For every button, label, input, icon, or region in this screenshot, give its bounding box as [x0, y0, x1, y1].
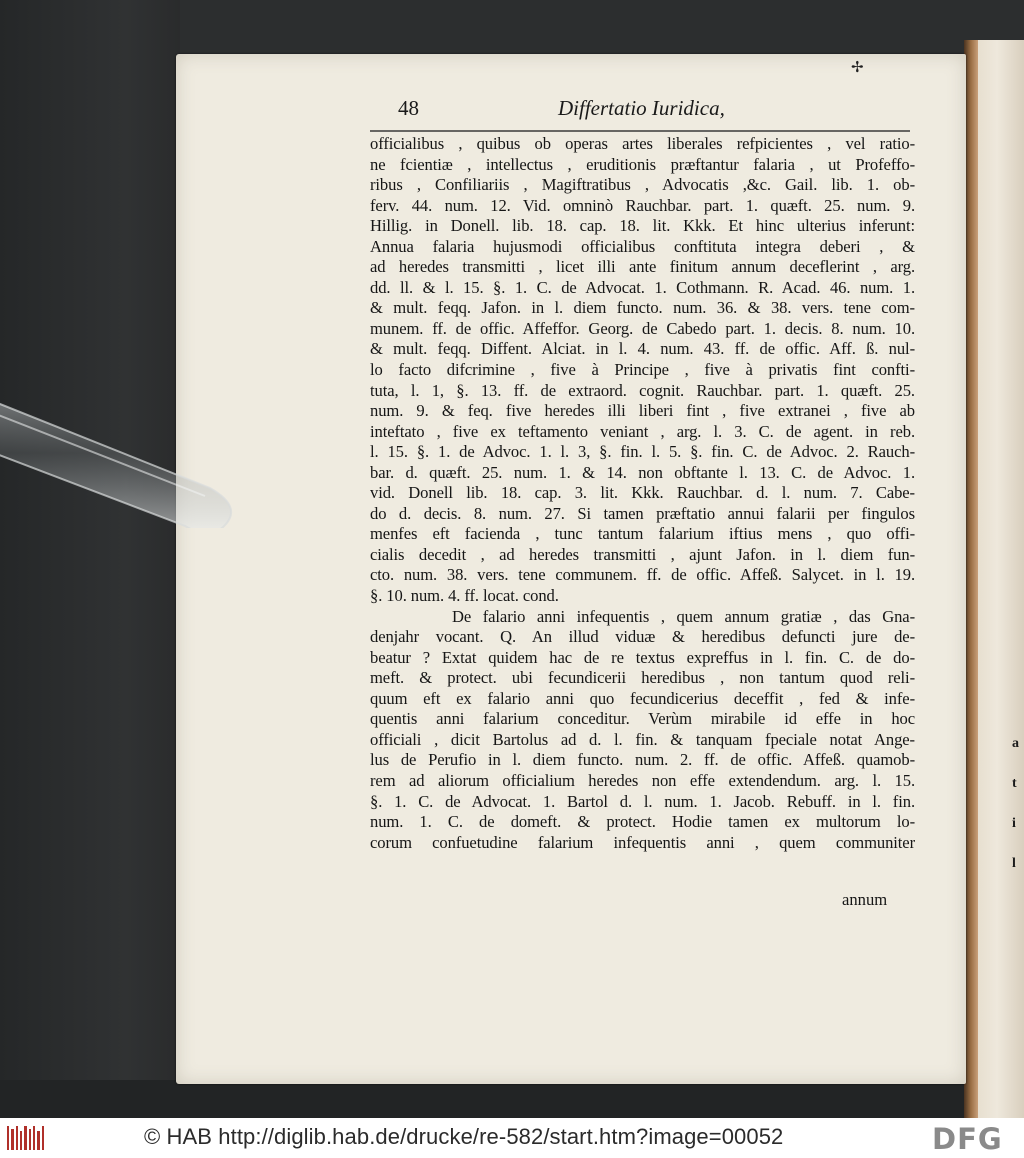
scanner-backdrop-bottom [0, 1080, 1024, 1118]
text-line: ne fcientiæ , intellectus , eruditionis præftantur falaria , ut Profeffo- [370, 154, 915, 174]
text-line: quum eft ex falario anni quo fecundicerius deceffit , fed & infe- [370, 688, 915, 708]
text-line: Annua falaria hujusmodi officialibus conftituta integra deberi , & [370, 236, 915, 256]
text-line: Hillig. in Donell. lib. 18. cap. 18. lit. Kkk. Et hinc ulterius inferunt: [370, 216, 915, 236]
text-line: cialis decedit , ad heredes transmitti , ajunt Jafon. in l. diem fun- [370, 544, 915, 564]
text-line: inteftato , five ex teftamento veniant , arg. l. 3. C. de agent. in reb. [370, 421, 915, 441]
text-line: bar. d. quæft. 25. num. 1. & 14. non obftante l. 13. C. de Advoc. 1. [370, 462, 915, 482]
text-line: l. 15. §. 1. de Advoc. 1. l. 3, §. fin. l. 5. §. fin. C. de Advoc. 2. Rauch- [370, 442, 915, 462]
text-line: §. 10. num. 4. ff. locat. cond. [370, 586, 559, 606]
text-line: & mult. feqq. Jafon. in l. diem functo. num. 36. & 38. vers. tene com- [370, 298, 915, 318]
body-text [370, 134, 915, 853]
edge-letter: a [1012, 736, 1019, 751]
text-line: corum confuetudine falarium infequentis anni , quem communiter [370, 832, 915, 852]
text-line: cto. num. 38. vers. tene communem. ff. de offic. Affeß. Salycet. in l. 19. [370, 565, 915, 585]
book-edge [964, 40, 1024, 1118]
text-line: lo facto difcrimine , five à Principe , five à privatis fint confti- [370, 360, 915, 380]
header-rule [370, 130, 910, 132]
text-line: ferv. 44. num. 12. Vid. omninò Rauchbar. part. 1. quæft. 25. num. 9. [370, 195, 915, 215]
text-line: §. 1. C. de Advocat. 1. Bartol d. l. num. 1. Jacob. Rebuff. in l. fin. [370, 791, 915, 811]
copyright-credit: © HAB http://diglib.hab.de/drucke/re-582/start.htm?image=00052 [144, 1124, 784, 1149]
page-number: 48 [398, 96, 419, 120]
catchword: annum [842, 890, 888, 909]
text-line: ribus , Confiliariis , Magiftratibus , Advocatis ,&c. Gail. lib. 1. ob- [370, 175, 915, 195]
text-line: quentis anni falarium conceditur. Verùm mirabile id effe in hoc [370, 709, 915, 729]
running-title: Differtatio Iuridica, [558, 96, 725, 120]
edge-letter: l [1012, 856, 1016, 871]
ornament-mark: ✢ [851, 60, 864, 76]
text-line: num. 1. C. de domeft. & protect. Hodie tamen ex multorum lo- [370, 812, 915, 832]
barcode-icon [6, 1123, 46, 1153]
dfg-logo: DFG [932, 1122, 1003, 1156]
page-header [392, 96, 912, 126]
text-line: num. 9. & feq. five heredes illi liberi fint , five extranei , five ab [370, 401, 915, 421]
text-line: officiali , dicit Bartolus ad d. l. fin. & tanquam fpeciale notat Ange- [370, 729, 915, 749]
edge-letter: t [1012, 776, 1017, 791]
text-line: munem. ff. de offic. Affeffor. Georg. de Cabedo part. 1. decis. 8. num. 10. [370, 318, 915, 338]
text-line: dd. ll. & l. 15. §. 1. C. de Advocat. 1. Cothmann. R. Acad. 46. num. 1. [370, 277, 915, 297]
text-line: & mult. feqq. Diffent. Alciat. in l. 4. num. 43. ff. de offic. Aff. ß. nul- [370, 339, 915, 359]
text-line: meft. & protect. ubi fecundicerii heredibus , non tantum quod reli- [370, 668, 915, 688]
text-line: rem ad aliorum officialium heredes non effe extendendum. arg. l. 15. [370, 770, 915, 790]
text-line: tuta, l. 1, §. 13. ff. de extraord. cognit. Rauchbar. part. 1. quæft. 25. [370, 380, 915, 400]
text-line: beatur ? Extat quidem hac de re textus expreffus in l. fin. C. de do- [370, 647, 915, 667]
text-line: do d. decis. 8. num. 27. Si tamen præftatio annui falarii per fingulos [370, 503, 915, 523]
scanner-backdrop [0, 0, 180, 1118]
text-line: De falario anni infequentis , quem annum gratiæ , das Gna- [452, 606, 915, 626]
edge-letter: i [1012, 816, 1016, 831]
text-line: lus de Perufio in l. diem functo. num. 2. ff. de offic. Affeß. quamob- [370, 750, 915, 770]
text-line: menfes eft facienda , tunc tantum falarium iftius mens , quo offi- [370, 524, 915, 544]
text-line: officialibus , quibus ob operas artes liberales refpicientes , vel ratio- [370, 134, 915, 153]
text-line: ad heredes transmitti , licet illi ante finitum annum deceflerint , arg. [370, 257, 915, 277]
text-line: vid. Donell lib. 18. cap. 3. lit. Kkk. Rauchbar. d. l. num. 7. Cabe- [370, 483, 915, 503]
book-gutter [964, 40, 978, 1118]
next-page-edge-text [1012, 735, 1024, 895]
text-line: denjahr vocant. Q. An illud viduæ & heredibus defuncti jure de- [370, 627, 915, 647]
